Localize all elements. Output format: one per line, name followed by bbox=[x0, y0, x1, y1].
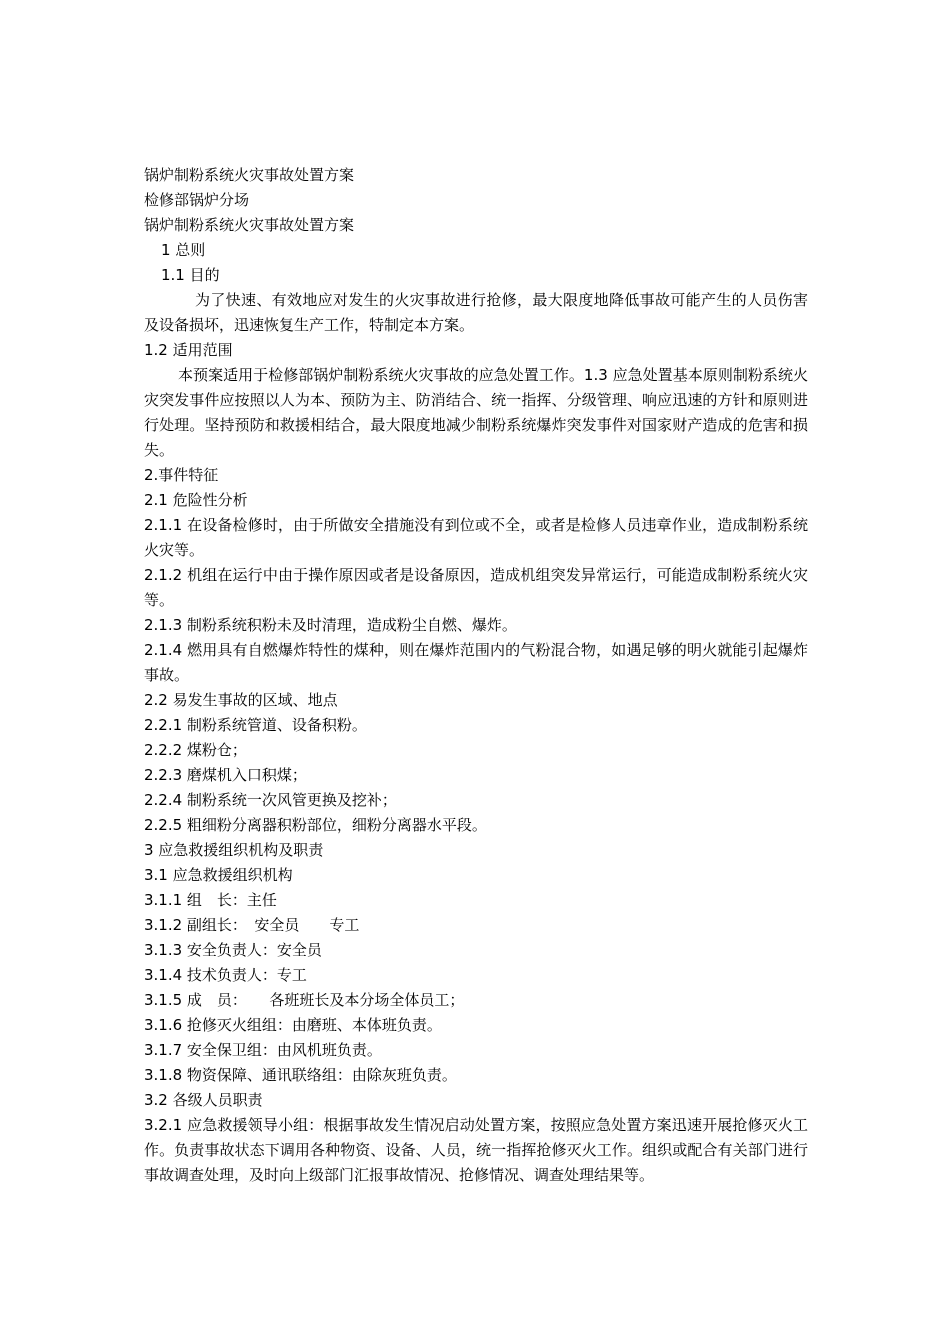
document-body bbox=[144, 163, 808, 1188]
list-item: 2.2.5 粗细粉分离器积粉部位，细粉分离器水平段。 bbox=[144, 816, 487, 834]
department-name: 检修部锅炉分场 bbox=[144, 191, 250, 209]
list-item: 2.2.3 磨煤机入口积煤； bbox=[144, 766, 307, 784]
paragraph-2-1-1: 2.1.1 在设备检修时，由于所做安全措施没有到位或不全，或者是检修人员违章作业，造成制粉系统火灾等。 bbox=[144, 516, 808, 559]
plan-title: 锅炉制粉系统火灾事故处置方案 bbox=[144, 216, 355, 234]
paragraph-scope: 本预案适用于检修部锅炉制粉系统火灾事故的应急处置工作。1.3 应急处置基本原则制粉系统火灾突发事件应按照以人为本、预防为主、防消结合、统一指挥、分级管理、响应迅速的方针和原则进行处理。坚持预防和救援相结合，最大限度地减少制粉系统爆炸突发事件对国家财产造成的危害和损失。 bbox=[144, 366, 808, 459]
list-item: 2.2.1 制粉系统管道、设备积粉。 bbox=[144, 716, 367, 734]
paragraph-2-1-4: 2.1.4 燃用具有自燃爆炸特性的煤种，则在爆炸范围内的气粉混合物，如遇足够的明火就能引起爆炸事故。 bbox=[144, 641, 808, 684]
list-item: 3.1.2 副组长： 安全员 专工 bbox=[144, 916, 360, 934]
section-heading-1: 1 总则 bbox=[161, 241, 206, 259]
section-heading-1-1: 1.1 目的 bbox=[161, 266, 220, 284]
list-item: 3.1.7 安全保卫组：由风机班负责。 bbox=[144, 1041, 382, 1059]
list-item: 3.1.8 物资保障、通讯联络组：由除灰班负责。 bbox=[144, 1066, 457, 1084]
paragraph-purpose: 为了快速、有效地应对发生的火灾事故进行抢修，最大限度地降低事故可能产生的人员伤害及设备损坏，迅速恢复生产工作，特制定本方案。 bbox=[144, 291, 808, 334]
list-item: 2.2.4 制粉系统一次风管更换及挖补； bbox=[144, 791, 397, 809]
list-item: 2.2.2 煤粉仓； bbox=[144, 741, 247, 759]
section-heading-3-2: 3.2 各级人员职责 bbox=[144, 1091, 263, 1109]
section-heading-2: 2.事件特征 bbox=[144, 466, 219, 484]
paragraph-2-1-2: 2.1.2 机组在运行中由于操作原因或者是设备原因，造成机组突发异常运行，可能造成制粉系统火灾等。 bbox=[144, 566, 808, 609]
list-item: 3.1.1 组 长：主任 bbox=[144, 891, 277, 909]
section-heading-2-1: 2.1 危险性分析 bbox=[144, 491, 248, 509]
list-item: 3.1.4 技术负责人：专工 bbox=[144, 966, 307, 984]
list-item: 3.1.6 抢修灭火组组：由磨班、本体班负责。 bbox=[144, 1016, 442, 1034]
section-heading-3: 3 应急救援组织机构及职责 bbox=[144, 841, 324, 859]
paragraph-2-1-3: 2.1.3 制粉系统积粉未及时清理，造成粉尘自燃、爆炸。 bbox=[144, 616, 517, 634]
paragraph-3-2-1: 3.2.1 应急救援领导小组：根据事故发生情况启动处置方案，按照应急处置方案迅速开展抢修灭火工作。负责事故状态下调用各种物资、设备、人员，统一指挥抢修灭火工作。组织或配合有关部门进行事故调查处理，及时向上级部门汇报事故情况、抢修情况、调查处理结果等。 bbox=[144, 1116, 808, 1184]
list-item: 3.1.5 成 员： 各班班长及本分场全体员工； bbox=[144, 991, 465, 1009]
section-heading-1-2: 1.2 适用范围 bbox=[144, 341, 233, 359]
section-heading-2-2: 2.2 易发生事故的区域、地点 bbox=[144, 691, 338, 709]
section-heading-3-1: 3.1 应急救援组织机构 bbox=[144, 866, 293, 884]
document-title: 锅炉制粉系统火灾事故处置方案 bbox=[144, 166, 355, 184]
list-item: 3.1.3 安全负责人：安全员 bbox=[144, 941, 322, 959]
